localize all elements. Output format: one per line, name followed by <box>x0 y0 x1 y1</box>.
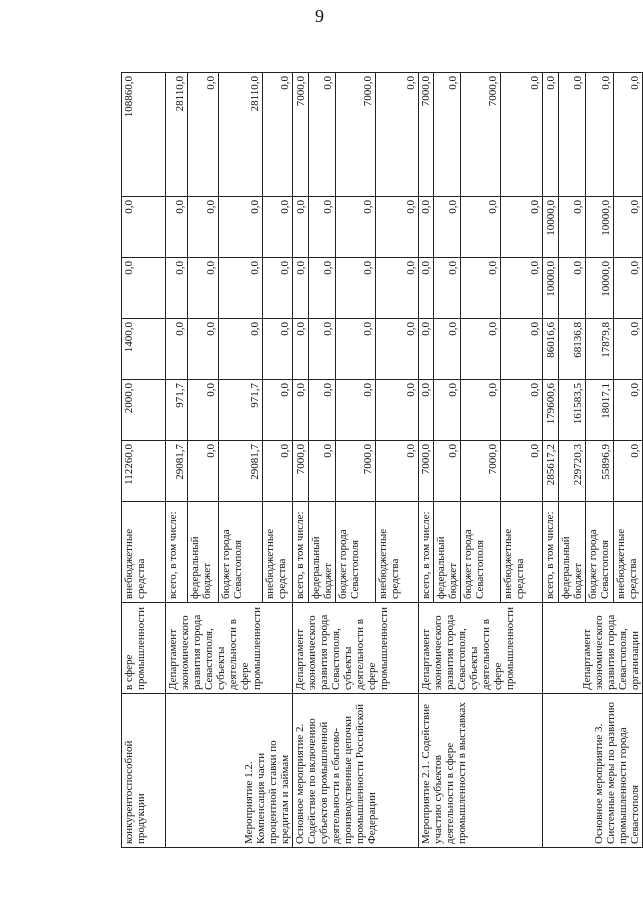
value-2020: 0,0 <box>543 73 559 197</box>
value-2017: 0,0 <box>376 319 419 380</box>
value-total: 29081,7 <box>219 441 263 502</box>
value-2016: 0,0 <box>419 380 434 441</box>
value-2017: 0,0 <box>434 319 461 380</box>
value-2016: 179600,6 <box>543 380 559 441</box>
value-2017: 68136,8 <box>559 319 586 380</box>
funding-source: внебюджетные средства <box>376 502 419 603</box>
budget-table <box>121 72 643 848</box>
value-2017: 0,0 <box>219 319 263 380</box>
value-2017: 1400,0 <box>122 319 166 380</box>
funding-source: внебюджетные средства <box>501 502 543 603</box>
value-2017: 0,0 <box>188 319 219 380</box>
value-2019: 0,0 <box>434 197 461 258</box>
value-2020: 7000,0 <box>419 73 434 197</box>
value-2016: 0,0 <box>336 380 376 441</box>
value-2019: 0,0 <box>166 197 188 258</box>
funding-source: всего, в том числе: <box>293 502 309 603</box>
value-2019: 0,0 <box>309 197 336 258</box>
value-2016: 0,0 <box>501 380 543 441</box>
page-number: 9 <box>315 6 324 26</box>
rotated-table-wrapper <box>121 73 641 848</box>
value-2018: 0,0 <box>501 258 543 319</box>
funding-source: федеральный бюджет <box>559 502 586 603</box>
value-2019: 0,0 <box>376 197 419 258</box>
value-2018: 0,0 <box>376 258 419 319</box>
activity-name: Мероприятие 1.2. Компенсация части процентной ставки по кредитам и займам <box>166 694 293 848</box>
value-2018: 0,0 <box>559 258 586 319</box>
value-total: 229720,3 <box>559 441 586 502</box>
table-row <box>543 73 559 848</box>
funding-source: бюджет города Севастополя <box>586 502 614 603</box>
value-2017: 0,0 <box>309 319 336 380</box>
funding-source: внебюджетные средства <box>614 502 643 603</box>
value-total: 0,0 <box>614 441 643 502</box>
funding-source: всего, в том числе: <box>166 502 188 603</box>
value-2016: 0,0 <box>461 380 501 441</box>
value-2016: 0,0 <box>434 380 461 441</box>
executor: Департамент экономического развития города Севастополя, субъекты деятельности в сфере промышленности <box>293 603 419 694</box>
value-2016: 971,7 <box>219 380 263 441</box>
value-total: 285617,2 <box>543 441 559 502</box>
executor: в сфере промышленности <box>122 603 166 694</box>
funding-source: бюджет города Севастополя <box>461 502 501 603</box>
value-2018: 0,0 <box>336 258 376 319</box>
value-2019: 0,0 <box>219 197 263 258</box>
table-row <box>293 73 309 848</box>
value-total: 112260,0 <box>122 441 166 502</box>
value-2016: 0,0 <box>309 380 336 441</box>
value-total: 0,0 <box>263 441 293 502</box>
value-2018: 0,0 <box>122 258 166 319</box>
activity-name: Мероприятие 2.1. Содействие участию субъектов деятельности в сфере промышленности в выставках <box>419 694 543 848</box>
table-row <box>122 73 166 848</box>
value-2016: 0,0 <box>293 380 309 441</box>
value-2017: 0,0 <box>166 319 188 380</box>
value-total: 0,0 <box>188 441 219 502</box>
value-2019: 10000,0 <box>586 197 614 258</box>
value-2020: 0,0 <box>501 73 543 197</box>
value-2016: 161583,5 <box>559 380 586 441</box>
value-2017: 0,0 <box>614 319 643 380</box>
value-2018: 0,0 <box>614 258 643 319</box>
value-2016: 0,0 <box>188 380 219 441</box>
value-2020: 7000,0 <box>336 73 376 197</box>
value-2019: 0,0 <box>559 197 586 258</box>
value-2018: 0,0 <box>263 258 293 319</box>
value-2019: 0,0 <box>188 197 219 258</box>
value-total: 0,0 <box>501 441 543 502</box>
activity-name: Основное мероприятие 2. Содействие по включению субъектов промышленной деятельности в сбытово-производственные цепочки промышленности Российской Федерации <box>293 694 419 848</box>
value-2018: 0,0 <box>434 258 461 319</box>
value-2017: 86016,6 <box>543 319 559 380</box>
value-2020: 0,0 <box>263 73 293 197</box>
value-2020: 0,0 <box>559 73 586 197</box>
value-2020: 0,0 <box>188 73 219 197</box>
value-2016: 0,0 <box>376 380 419 441</box>
value-2018: 0,0 <box>219 258 263 319</box>
funding-source: всего, в том числе: <box>543 502 559 603</box>
value-2019: 0,0 <box>336 197 376 258</box>
value-2019: 0,0 <box>461 197 501 258</box>
funding-source: внебюджетные средства <box>263 502 293 603</box>
value-2016: 2000,0 <box>122 380 166 441</box>
value-2016: 0,0 <box>263 380 293 441</box>
value-total: 0,0 <box>434 441 461 502</box>
value-2017: 17879,8 <box>586 319 614 380</box>
value-2017: 0,0 <box>293 319 309 380</box>
value-2017: 0,0 <box>419 319 434 380</box>
executor: Департамент экономического развития города Севастополя, субъекты деятельности в сфере промышленности <box>419 603 543 694</box>
activity-name: Основное мероприятие 3. Системные меры по развитию промышленности города Севастополя <box>543 694 643 848</box>
value-2020: 0,0 <box>614 73 643 197</box>
value-2018: 0,0 <box>461 258 501 319</box>
value-2017: 0,0 <box>263 319 293 380</box>
value-2018: 10000,0 <box>586 258 614 319</box>
value-2018: 10000,0 <box>543 258 559 319</box>
value-2018: 0,0 <box>188 258 219 319</box>
value-2017: 0,0 <box>501 319 543 380</box>
funding-source: федеральный бюджет <box>188 502 219 603</box>
funding-source: федеральный бюджет <box>434 502 461 603</box>
value-total: 7000,0 <box>336 441 376 502</box>
value-2016: 0,0 <box>614 380 643 441</box>
table-row <box>166 73 188 848</box>
value-2020: 0,0 <box>376 73 419 197</box>
value-2017: 0,0 <box>336 319 376 380</box>
value-2020: 28110,0 <box>219 73 263 197</box>
value-2020: 28110,0 <box>166 73 188 197</box>
funding-source: внебюджетные средства <box>122 502 166 603</box>
table-row <box>419 73 434 848</box>
value-2020: 0,0 <box>586 73 614 197</box>
value-total: 0,0 <box>309 441 336 502</box>
value-2020: 7000,0 <box>293 73 309 197</box>
value-total: 55896,9 <box>586 441 614 502</box>
executor: Департамент экономического развития города Севастополя, организации <box>543 603 643 694</box>
value-total: 0,0 <box>376 441 419 502</box>
funding-source: бюджет города Севастополя <box>219 502 263 603</box>
value-2019: 0,0 <box>293 197 309 258</box>
value-2018: 0,0 <box>309 258 336 319</box>
value-2018: 0,0 <box>419 258 434 319</box>
value-2019: 0,0 <box>614 197 643 258</box>
funding-source: бюджет города Севастополя <box>336 502 376 603</box>
value-2020: 0,0 <box>434 73 461 197</box>
value-2019: 0,0 <box>122 197 166 258</box>
value-2018: 0,0 <box>293 258 309 319</box>
value-2019: 0,0 <box>501 197 543 258</box>
value-2016: 18017,1 <box>586 380 614 441</box>
value-total: 7000,0 <box>461 441 501 502</box>
funding-source: федеральный бюджет <box>309 502 336 603</box>
value-2017: 0,0 <box>461 319 501 380</box>
activity-name: конкурентоспособной продукции <box>122 694 166 848</box>
value-2019: 0,0 <box>263 197 293 258</box>
value-2020: 108860,0 <box>122 73 166 197</box>
value-2019: 10000,0 <box>543 197 559 258</box>
value-2016: 971,7 <box>166 380 188 441</box>
value-2020: 7000,0 <box>461 73 501 197</box>
value-2020: 0,0 <box>309 73 336 197</box>
value-total: 7000,0 <box>293 441 309 502</box>
value-total: 7000,0 <box>419 441 434 502</box>
executor: Департамент экономического развития города Севастополя, субъекты деятельности в сфере промышленности <box>166 603 293 694</box>
value-2018: 0,0 <box>166 258 188 319</box>
value-2019: 0,0 <box>419 197 434 258</box>
value-total: 29081,7 <box>166 441 188 502</box>
funding-source: всего, в том числе: <box>419 502 434 603</box>
